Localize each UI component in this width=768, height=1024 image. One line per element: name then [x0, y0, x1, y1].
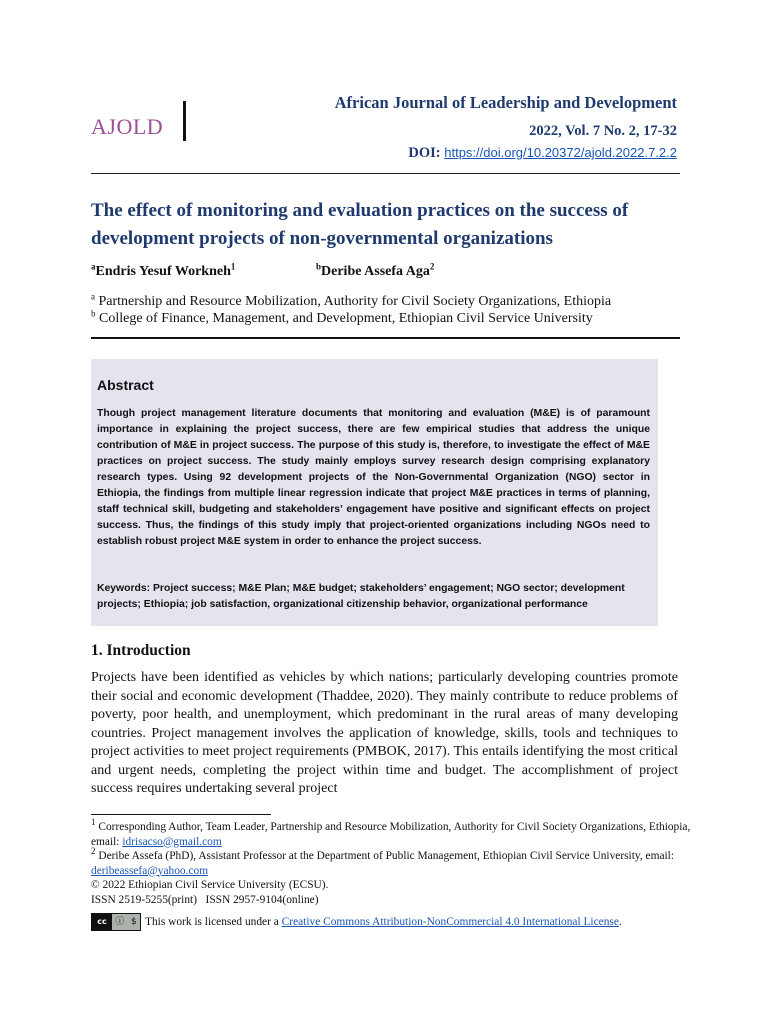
doi-link[interactable]: https://doi.org/10.20372/ajold.2022.7.2.2 — [444, 145, 677, 160]
license-line — [91, 913, 711, 931]
doi-line — [408, 145, 677, 162]
abstract-body: Though project management literature documents that monitoring and evaluation (M&E) is of paramount importance in explaining the project success, there are few empirical studies that address the unique contribution of M&E in project success. The purpose of this study is, therefore, to investigate the effect of M&E practices on project success. The study mainly employs survey research design comprising explanatory research types. Using 92 development projects of the Non-Governmental Organization (NGO) sector in Ethiopia, the findings from multiple linear regression indicate that project M&E practices in terms of planning, staff technical skill, budgeting and stakeholders’ engagement have positive and significant effects on project success. Thus, the findings of this study imply that project-oriented organizations including NGOs need to establish robust project M&E system in order to enhance the project success. — [97, 408, 650, 547]
noncommercial-icon: $ — [130, 917, 137, 927]
affiliation-b: $^b$ College of Finance, Management, and Development, Ethiopian Civil Service University — [91, 308, 593, 326]
logo-divider — [183, 101, 186, 141]
license-end: . — [618, 916, 622, 928]
affiliation-a: $^a$ Partnership and Resource Mobilization, Authority for Civil Society Organizations, Ethiopia — [91, 291, 612, 309]
attribution-icon: ⓘ — [115, 917, 125, 927]
affiliation-rule — [91, 337, 680, 339]
paper-title: The effect of monitoring and evaluation practices on the success of development projects of non-governmental organizations — [91, 200, 629, 249]
introduction-body: Projects have been identified as vehicles by which nations; particularly developing countries promote their social and economic development (Thaddee, 2020). They mainly contribute to reduce problems of poverty, poor health, and unemployment, which predominant in the rural areas of many developing countries. Project management involves the application of knowledge, skills, tools and techniques to project activities to meet project requirements (PMBOK, 2017). This entails identifying the most critical and urgent needs, completing the project within time and budget. The accomplishment of project success requires undertaking several project — [91, 670, 678, 796]
abstract-keywords: Keywords: Project success; M&E Plan; M&E budget; stakeholders’ engagement; NGO sector; development projects; Ethiopia; job satisfaction, organizational citizenship behavior, organizational performance — [97, 583, 625, 610]
abstract-box — [91, 359, 658, 626]
abstract-heading: Abstract — [97, 377, 154, 393]
journal-name: African Journal of Leadership and Development — [334, 93, 677, 112]
license-link[interactable]: Creative Commons Attribution-NonCommercial 4.0 International License — [281, 916, 619, 928]
copyright-line: © 2022 Ethiopian Civil Service University (ECSU). — [91, 879, 329, 891]
author-list — [91, 261, 681, 280]
cc-icon: cc — [92, 914, 112, 930]
affiliations — [91, 293, 691, 327]
journal-volume: 2022, Vol. 7 No. 2, 17-32 — [529, 123, 677, 139]
author-1: $^a$Endris Yesuf Workneh$^1$ — [91, 261, 236, 279]
author-2: $^b$Deribe Assefa Aga$^2$ — [316, 261, 435, 279]
journal-logo: AJOLD — [91, 114, 164, 139]
footnotes — [91, 817, 691, 907]
issn-line: ISSN 2519-5255(print) ISSN 2957-9104(online) — [91, 893, 319, 906]
license-text: This work is licensed under a — [145, 916, 279, 928]
cc-license-icon[interactable] — [91, 913, 141, 931]
footnote-1: $^1$ Corresponding Author, Team Leader, Partnership and Resource Mobilization, Authority for Civil Society Organizations, Ethiopia, email: idrisacso@gmail.com — [91, 817, 691, 848]
section-heading-introduction: 1. Introduction — [91, 642, 191, 659]
email-link-1[interactable]: idrisacso@gmail.com — [122, 835, 222, 848]
footnote-2: $^2$ Deribe Assefa (PhD), Assistant Professor at the Department of Public Management, Ethiopian Civil Service University, email: deribeassefa@yahoo.com — [91, 846, 674, 877]
footnote-rule — [91, 814, 271, 815]
doi-label: DOI: — [408, 145, 441, 161]
email-link-2[interactable]: deribeassefa@yahoo.com — [91, 864, 209, 877]
header-rule — [91, 173, 680, 174]
